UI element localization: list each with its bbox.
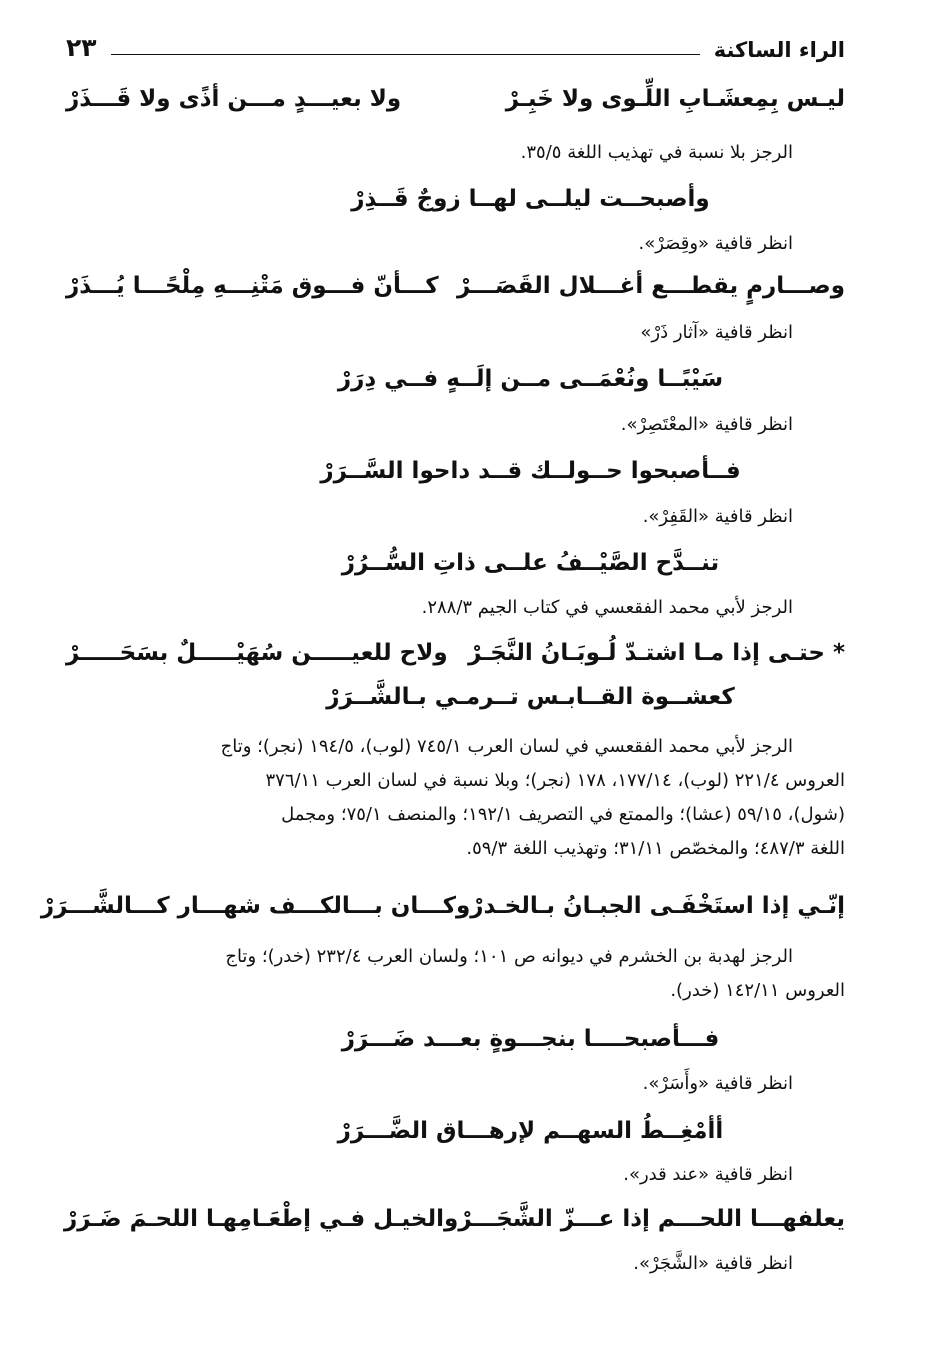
cross-reference-note: انظر قافية «وقِصَرْ». (638, 233, 793, 254)
verse-line: سَيْبًــا ونُعْمَــى مــن إلَــهٍ فــي دِرَرْ (337, 366, 724, 392)
verse-second-hemistich: ولا بعيـــدٍ مـــن أذًى ولا قَـــذَرْ (66, 86, 402, 112)
verse-couplet (66, 640, 845, 666)
verse-line: أأمْغِــطُ السهــم لإرهـــاق الضَّـــرَرْ (337, 1118, 724, 1144)
verse-first-hemistich: ليـس بِمِعشَـابِ اللِّـوى ولا خَبِـرْ (505, 86, 845, 112)
cross-reference-note: انظر قافية «الشَّجَرْ». (633, 1253, 793, 1274)
verse-couplet (63, 1206, 845, 1232)
verse-line: كعشــوة القــابـس تــرمـي بـالشَّــرَرْ (326, 684, 735, 710)
verse-couplet (66, 86, 845, 112)
cross-reference-note: انظر قافية «القَفِرْ». (642, 506, 793, 527)
verse-line: وأصبحــت ليلــى لهــا زوجٌ قَــذِرْ (351, 186, 710, 212)
verse-first-hemistich: وصـــارمٍ يقطـــع أغـــلال القَصَـــرْ (457, 273, 845, 299)
cross-reference-note: انظر قافية «آثار ذَرْ» (640, 322, 793, 343)
cross-reference-note: انظر قافية «المعْتَصِرْ». (620, 414, 793, 435)
verse-second-hemistich: والخيـل فـي إطْعَـامِهـا اللحـمَ ضَـرَرْ (63, 1206, 459, 1232)
verse-first-hemistich: * حتـى إذا مـا اشتـدّ لُـوبَـانُ النَّجَـرْ (468, 640, 845, 666)
verse-second-hemistich: كـــأنّ فـــوق مَتْنِـــهِ مِلْحًـــا يُـــذَرْ (66, 273, 439, 299)
verse-couplet (66, 273, 845, 299)
paragraph-line: العروس ٢٢١/٤ (لوب)، ١٧٧/١٤، ١٧٨ (نجر)؛ وبلا نسبة في لسان العرب ٣٧٦/١١ (265, 770, 845, 791)
verse-first-hemistich: يعلفهـــا اللحـــم إذا عـــزّ الشَّجَـــرْ (458, 1206, 845, 1232)
paragraph-line: الرجز لهدبة بن الخشرم في ديوانه ص ١٠١؛ ولسان العرب ٢٣٢/٤ (خدر)؛ وتاج (225, 946, 793, 967)
source-paragraph (66, 940, 845, 1008)
source-note: الرجز لأبي محمد الفقعسي في كتاب الجيم ٢٨٨/٣. (421, 597, 793, 618)
verse-second-hemistich: وكـــان بـــالكـــف شهـــار كـــالشَّـــرَرْ (40, 893, 471, 919)
paragraph-line: (شول)، ٥٩/١٥ (عشا)؛ والممتع في التصريف ١٩٢/١؛ والمنصف ٧٥/١؛ ومجمل (281, 804, 845, 825)
cross-reference-note: انظر قافية «عند قدر». (623, 1164, 793, 1185)
verse-line: فـــأصبحــــا بنجـــوةٍ بعـــد ضَـــرَرْ (341, 1026, 720, 1052)
verse-first-hemistich: إنّـي إذا استَخْفَـى الجبـانُ بـالخـدرْ (470, 893, 845, 919)
paragraph-line: اللغة ٤٨٧/٣؛ والمخصّص ٣١/١١؛ وتهذيب اللغة ٥٩/٣. (466, 838, 845, 859)
paragraph-line: الرجز لأبي محمد الفقعسي في لسان العرب ٧٤٥/١ (لوب)، ١٩٤/٥ (نجر)؛ وتاج (220, 736, 793, 757)
page-header (66, 28, 845, 62)
verse-second-hemistich: ولاح للعيـــــن سُهَيْـــــلٌ بسَحَـــــرْ (66, 640, 448, 666)
paragraph-line: العروس ١٤٢/١١ (خدر). (670, 980, 845, 1001)
verse-line: فــأصبحوا حــولــك قــد داحوا السَّــرَرْ (320, 458, 741, 484)
running-title: الراء الساكنة (713, 38, 845, 62)
source-note: الرجز بلا نسبة في تهذيب اللغة ٣٥/٥. (520, 142, 793, 163)
source-paragraph (66, 730, 845, 866)
verse-couplet (40, 893, 845, 919)
verse-line: تنــدَّح الصَّيْــفُ علــى ذاتِ السُّــرُرْ (341, 550, 720, 576)
cross-reference-note: انظر قافية «وأَسَرْ». (642, 1073, 793, 1094)
header-rule (111, 54, 700, 55)
page-number: ٢٣ (66, 33, 97, 62)
